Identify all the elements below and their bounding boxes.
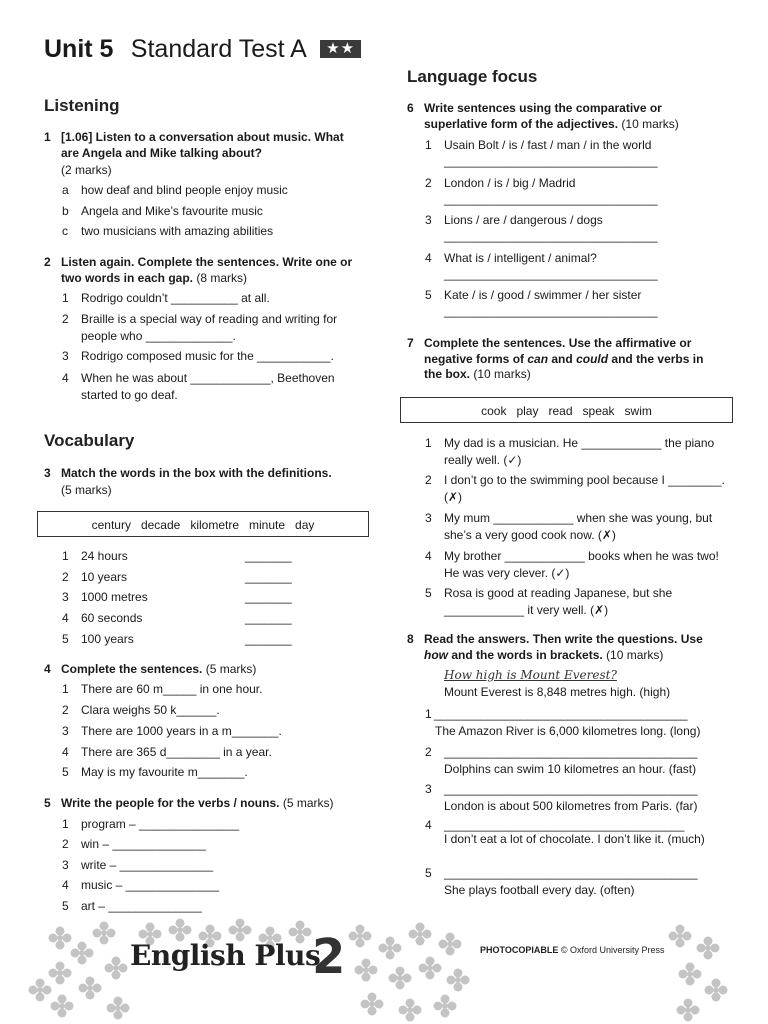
list-item: a how deaf and blind people enjoy music	[62, 183, 288, 197]
listening-heading: Listening	[44, 96, 120, 115]
answer-blank[interactable]: _______	[245, 549, 292, 563]
list-item: 2 Braille is a special way of reading and writing for people who _____________.	[62, 312, 338, 344]
answer-blank[interactable]: _______	[245, 632, 292, 646]
list-item: 2 London / is / big / Madrid	[425, 176, 576, 190]
question-1-instructions	[44, 130, 361, 161]
copyright-notice: PHOTOCOPIABLE © Oxford University Press	[480, 945, 665, 955]
list-item: 2 win – ______________	[62, 837, 206, 851]
question-number: 3	[425, 782, 432, 796]
question-5-instructions: 5 Write the people for the verbs / nouns. (5 marks)	[44, 796, 334, 810]
list-item: 3 Rodrigo composed music for the ___________.	[62, 349, 334, 363]
list-item: 5 Kate / is / good / swimmer / her sister	[425, 288, 642, 302]
list-item: 3 My mum ____________ when she was young, but she’s a very good cook now. (✗)	[425, 511, 713, 543]
question-7-instructions: 7 Complete the sentences. Use the affirmative or negative forms of can and could and the verbs in the box. (10 marks)	[407, 336, 704, 382]
question-number: 2	[425, 745, 432, 759]
example-answer: Mount Everest is 8,848 metres high. (high)	[444, 685, 671, 699]
answer-line[interactable]: ______________________________________	[444, 866, 698, 880]
list-item: 1 program – _______________	[62, 817, 240, 831]
answer-line[interactable]: ______________________________________	[444, 782, 698, 796]
question-3-instructions: 3 Match the words in the box with the definitions.	[44, 466, 332, 480]
answer-line[interactable]: ________________________________	[444, 154, 658, 168]
list-item: c two musicians with amazing abilities	[62, 224, 274, 238]
question-number: 5	[425, 866, 432, 880]
list-item: 5 Rosa is good at reading Japanese, but she ____________ it very well. (✗)	[425, 586, 673, 618]
answer-line[interactable]: ________________________________	[444, 192, 658, 206]
question-number: 1	[425, 707, 432, 721]
question-3-marks: (5 marks)	[61, 483, 112, 497]
list-item: 4 music – ______________	[62, 878, 220, 892]
list-item: 4 When he was about ____________, Beethoven started to go deaf.	[62, 371, 335, 403]
list-item: 2 10 years	[62, 570, 128, 584]
given-answer: Dolphins can swim 10 kilometres an hour. (fast)	[444, 762, 697, 776]
answer-blank[interactable]: _______	[245, 590, 292, 604]
level-number: 2	[312, 929, 346, 985]
given-answer: She plays football every day. (often)	[444, 883, 635, 897]
answer-line[interactable]: ________________________________	[444, 304, 658, 318]
question-number: 4	[425, 818, 432, 832]
list-item: 1 24 hours	[62, 549, 128, 563]
list-item: 4 My brother ____________ books when he was two! He was very clever. (✓)	[425, 549, 719, 581]
list-item: 2 I don’t go to the swimming pool because I ________. (✗)	[425, 473, 725, 505]
list-item: 3 Lions / are / dangerous / dogs	[425, 213, 603, 227]
question-text: [1.06] Listen to a conversation about music. What are Angela and Mike talking about?	[61, 130, 344, 160]
question-number: 1	[44, 130, 51, 144]
answer-line[interactable]: ______________________________________	[434, 707, 688, 721]
list-item: 1 There are 60 m_____ in one hour.	[62, 682, 263, 696]
word-box: century decade kilometre minute day	[37, 511, 369, 537]
answer-blank[interactable]: _______	[245, 611, 292, 625]
difficulty-stars: ★★	[320, 40, 361, 58]
list-item: 5 100 years	[62, 632, 134, 646]
list-item: b Angela and Mike’s favourite music	[62, 204, 263, 218]
list-item: 2 Clara weighs 50 k______.	[62, 703, 220, 717]
list-item: 3 1000 metres	[62, 590, 148, 604]
list-item: 1 Rodrigo couldn’t __________ at all.	[62, 291, 270, 305]
given-answer: I don’t eat a lot of chocolate. I don’t like it. (much)	[444, 832, 705, 846]
page-header	[44, 33, 361, 63]
question-8-instructions: 8 Read the answers. Then write the questions. Use how and the words in brackets. (10 marks)	[407, 632, 703, 662]
list-item: 5 art – ______________	[62, 899, 202, 913]
answer-line[interactable]: ______________________________________	[444, 745, 698, 759]
given-answer: London is about 500 kilometres from Paris. (far)	[444, 799, 698, 813]
vocabulary-heading: Vocabulary	[44, 431, 135, 450]
question-2-instructions: 2 Listen again. Complete the sentences. Write one or two words in each gap. (8 marks)	[44, 255, 353, 285]
language-focus-heading: Language focus	[407, 67, 538, 86]
question-6-instructions: 6 Write sentences using the comparative or superlative form of the adjectives. (10 marks)	[407, 101, 679, 131]
footer-pattern	[0, 918, 768, 1024]
example-question: How high is Mount Everest?	[444, 668, 617, 682]
answer-line[interactable]: ________________________________	[444, 229, 658, 243]
given-answer: The Amazon River is 6,000 kilometres long. (long)	[435, 724, 701, 738]
verb-box: cook play read speak swim	[400, 397, 733, 423]
list-item: 5 May is my favourite m_______.	[62, 765, 248, 779]
list-item: 3 There are 1000 years in a m_______.	[62, 724, 282, 738]
unit-title: Unit 5	[44, 35, 114, 63]
list-item: 1 My dad is a musician. He ____________ the piano really well. (✓)	[425, 436, 715, 468]
list-item: 4 60 seconds	[62, 611, 143, 625]
english-plus-logo: English Plus	[130, 939, 321, 972]
question-1-marks: (2 marks)	[61, 163, 112, 177]
test-title: Standard Test A	[130, 35, 307, 63]
answer-blank[interactable]: _______	[245, 570, 292, 584]
list-item: 4 What is / intelligent / animal?	[425, 251, 597, 265]
list-item: 3 write – ______________	[62, 858, 214, 872]
answer-line[interactable]: ________________________________	[444, 267, 658, 281]
list-item: 4 There are 365 d________ in a year.	[62, 745, 272, 759]
question-4-instructions: 4 Complete the sentences. (5 marks)	[44, 662, 257, 676]
list-item: 1 Usain Bolt / is / fast / man / in the world	[425, 138, 652, 152]
answer-line[interactable]: ____________________________________	[444, 818, 685, 832]
